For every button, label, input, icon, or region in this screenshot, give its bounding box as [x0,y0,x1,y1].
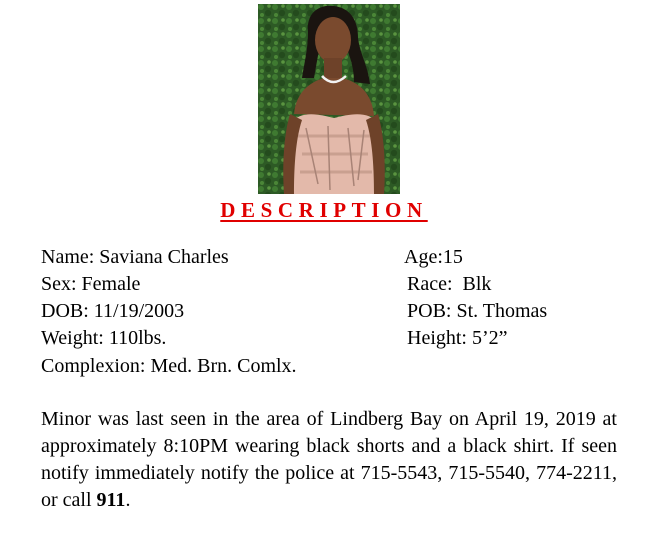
missing-person-photo [258,4,400,194]
pob-field: POB: St. Thomas [407,300,548,322]
sex-field: Sex: Female [41,273,141,295]
description-heading: DESCRIPTION [220,198,428,222]
height-field: Height: 5’2” [407,327,508,349]
age-field: Age:15 [404,246,463,268]
name-field: Name: Saviana Charles [41,246,229,268]
complexion-field: Complexion: Med. Brn. Comlx. [41,355,297,377]
weight-field: Weight: 110lbs. [41,327,167,349]
notice-text: Minor was last seen in the area of Lindberg Bay on April 19, 2019 at approximately 8:10PM wearing black shorts and a black shirt. If seen notify immediately notify the police at 715-5543, 715-5540, 774-2211, or call [41,408,617,511]
race-field: Race: Blk [407,273,492,295]
last-seen-notice [41,406,617,514]
notice-ending: . [125,489,131,511]
emergency-number: 911 [96,489,126,511]
dob-field: DOB: 11/19/2003 [41,300,185,322]
